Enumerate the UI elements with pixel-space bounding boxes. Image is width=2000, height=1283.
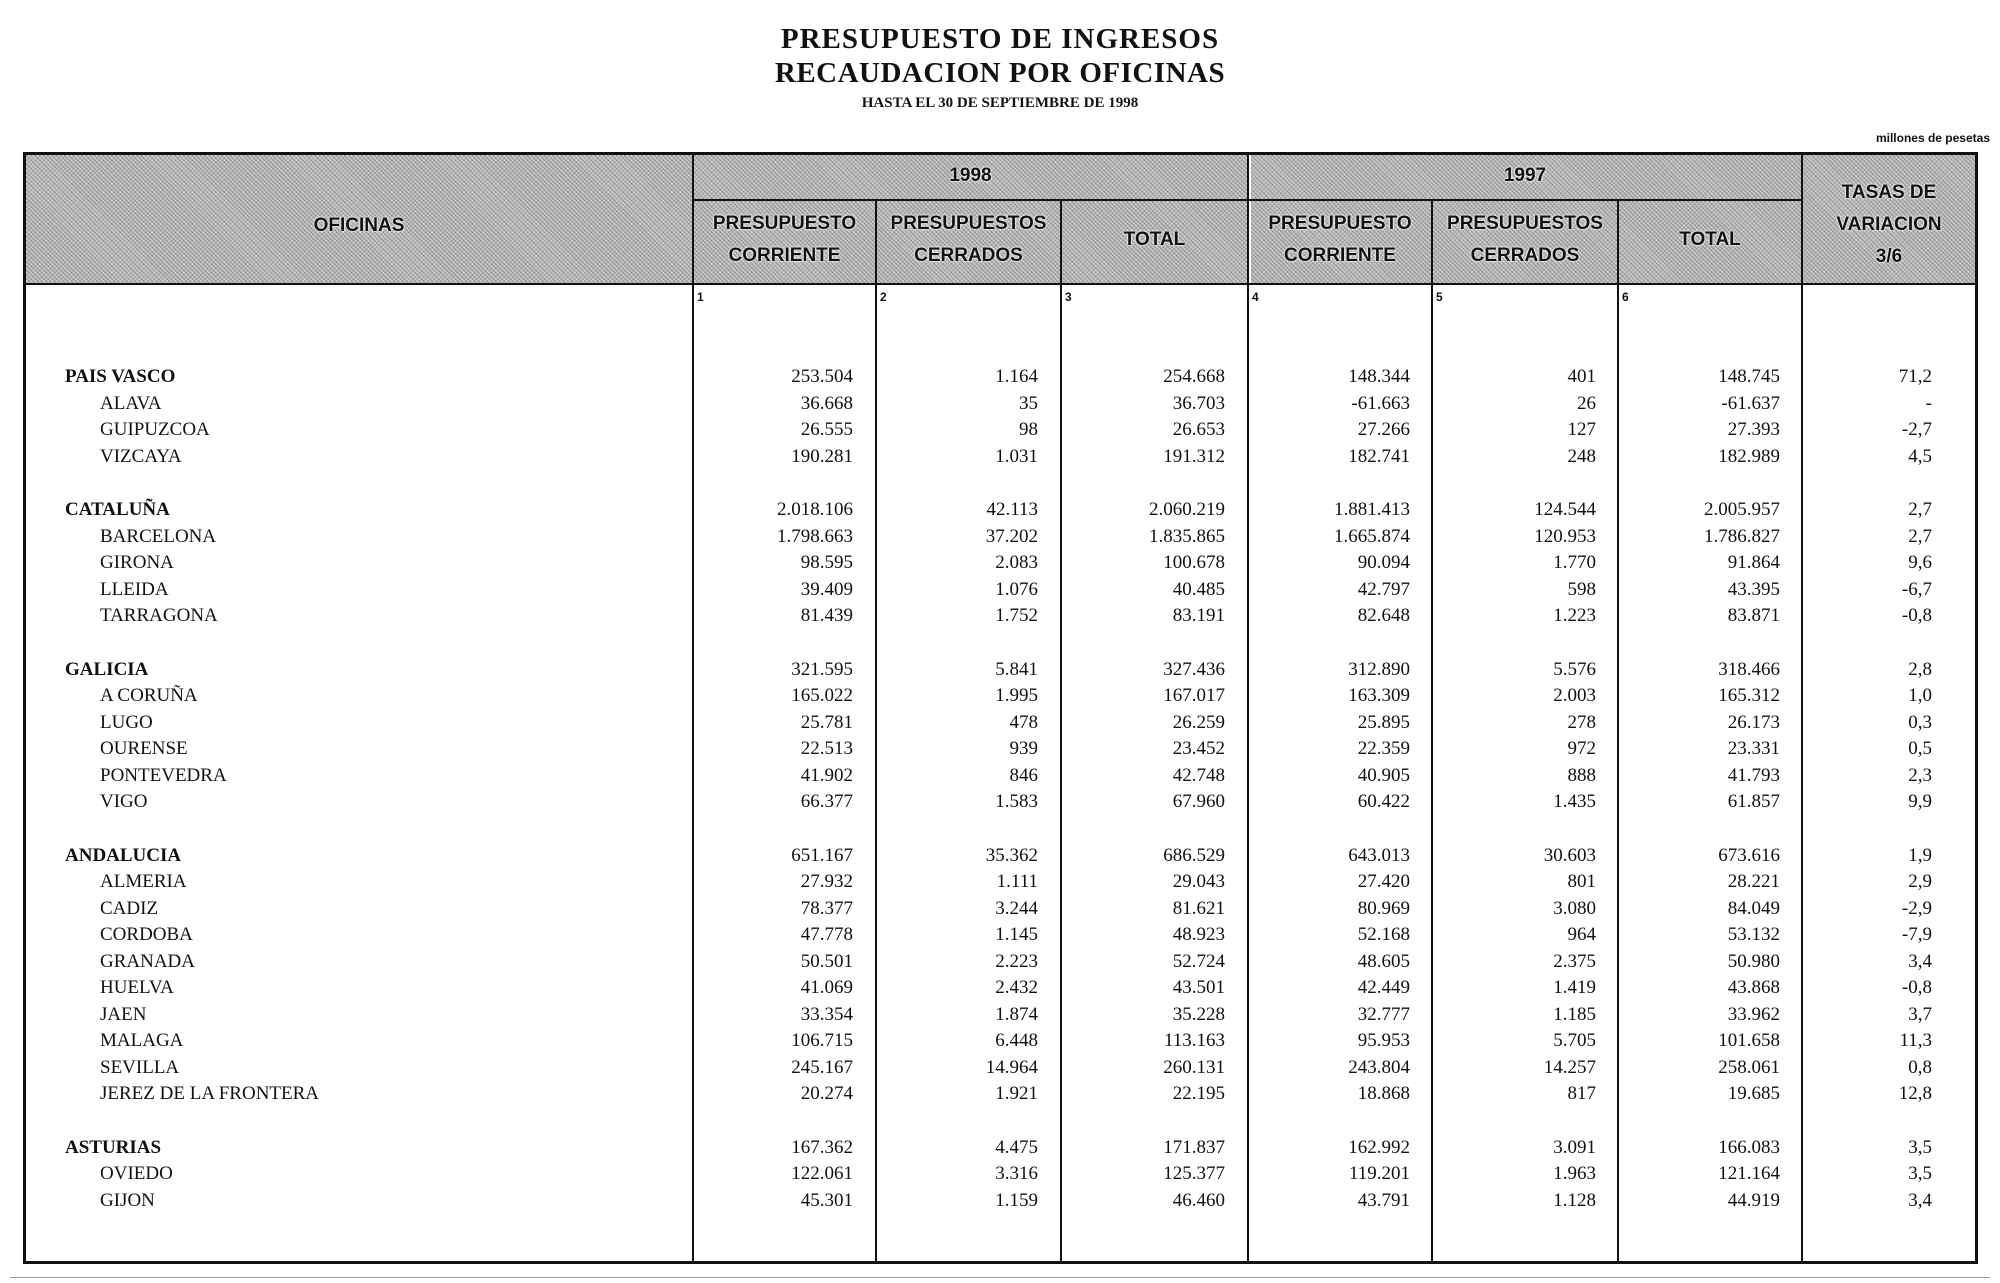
cell-col2: 1.145 [995,924,1038,945]
office-name: SEVILLA [100,1056,180,1078]
office-name: HUELVA [100,977,174,998]
cell-col4: 52.168 [1357,924,1410,945]
office-row [0,550,2000,576]
office-name: GUIPUZCOA [100,419,210,440]
cell-col2: 3.244 [995,897,1038,919]
cell-col1: 98.595 [800,552,853,573]
cell-col4: 42.797 [1357,578,1410,600]
header-col5 [1433,208,1617,272]
office-name: GIRONA [100,552,174,573]
cell-col3: 81.621 [1172,897,1225,919]
office-row [0,975,2000,1001]
cell-col2: 37.202 [985,525,1038,547]
cell-col5: 127 [1567,419,1596,440]
cell-col3: 260.131 [1163,1056,1225,1078]
cell-col4: 27.266 [1357,419,1410,440]
cell-col6: 121.164 [1718,1163,1780,1184]
header-col2 [877,208,1060,272]
cell-col7: - [1925,392,1932,414]
office-row [0,1002,2000,1028]
cell-col7: 4,5 [1908,445,1932,467]
cell-col1: 50.501 [800,950,853,972]
cell-col4: 22.359 [1357,738,1410,759]
cell-col4: 182.741 [1348,445,1410,467]
cell-col1: 47.778 [800,924,853,945]
cell-col6: 23.331 [1727,738,1780,759]
cell-col3: 26.259 [1172,711,1225,733]
office-name: ANDALUCIA [65,844,182,866]
region-row [0,497,2000,523]
cell-col2: 1.583 [995,791,1038,812]
cell-col4: 43.791 [1357,1189,1410,1211]
cell-col3: 191.312 [1163,445,1225,467]
cell-col2: 478 [1009,711,1038,733]
cell-col5: 888 [1567,764,1596,786]
cell-col4: 80.969 [1357,897,1410,919]
office-row [0,710,2000,736]
cell-col3: 167.017 [1163,685,1225,706]
cell-col6: 19.685 [1727,1083,1780,1104]
page-bottom-rule [10,1277,1990,1278]
cell-col6: 165.312 [1718,685,1780,706]
header-tasas-line2: VARIACION [1836,214,1942,235]
cell-col5: 817 [1567,1083,1596,1104]
cell-col1: 245.167 [791,1056,853,1078]
header-col4-line2: CORRIENTE [1284,245,1396,266]
cell-col2: 1.752 [995,605,1038,626]
date-caption: HASTA EL 30 DE SEPTIEMBRE DE 1998 [861,95,1139,111]
region-row [0,843,2000,869]
cell-col6: 182.989 [1718,445,1780,467]
office-row [0,789,2000,815]
column-number: 3 [1065,290,1072,304]
cell-col6: 318.466 [1718,658,1780,680]
cell-col7: -0,8 [1901,977,1932,998]
cell-col1: 41.069 [800,977,853,998]
office-row [0,1188,2000,1214]
cell-col2: 98 [1019,419,1038,440]
cell-col1: 165.022 [791,685,853,706]
cell-col4: 48.605 [1357,950,1410,972]
cell-col1: 2.018.106 [777,499,853,520]
column-number: 2 [880,290,887,304]
cell-col3: 43.501 [1172,977,1225,998]
office-row [0,577,2000,603]
office-name: LLEIDA [100,578,169,600]
cell-col7: 3,4 [1908,1189,1932,1211]
cell-col1: 81.439 [800,605,853,626]
cell-col7: -7,9 [1901,924,1932,945]
cell-col6: 1.786.827 [1704,525,1780,547]
cell-col7: 3,7 [1908,1003,1932,1025]
cell-col7: 71,2 [1898,366,1932,387]
region-row [0,1135,2000,1161]
cell-col2: 1.076 [995,578,1038,600]
cell-col3: 26.653 [1172,419,1225,440]
units-label: millones de pesetas [1875,131,1990,145]
cell-col7: 0,5 [1908,738,1932,759]
cell-col2: 35 [1019,392,1038,414]
year-divider-1998 [692,199,1249,201]
cell-col5: 401 [1567,366,1596,387]
office-name: ASTURIAS [65,1136,162,1158]
cell-col3: 22.195 [1172,1083,1225,1104]
cell-col2: 1.164 [995,366,1038,387]
cell-col3: 46.460 [1172,1189,1225,1211]
cell-col7: -2,9 [1901,897,1932,919]
office-row [0,1081,2000,1107]
cell-col1: 33.354 [800,1003,853,1025]
document-title: PRESUPUESTO DE INGRESOS [780,23,1220,55]
cell-col6: 33.962 [1727,1003,1780,1025]
cell-col5: 2.003 [1553,685,1596,706]
header-col2-line2: CERRADOS [914,245,1023,266]
cell-col1: 190.281 [791,445,853,467]
cell-col2: 1.159 [995,1189,1038,1211]
cell-col3: 67.960 [1172,791,1225,812]
office-name: LUGO [100,711,153,733]
cell-col6: 28.221 [1727,871,1780,892]
cell-col4: 90.094 [1357,552,1410,573]
office-name: CORDOBA [100,924,193,945]
cell-col1: 22.513 [800,738,853,759]
column-number: 5 [1436,290,1443,304]
cell-col2: 2.432 [995,977,1038,998]
header-col5-line1: PRESUPUESTOS [1447,213,1603,234]
header-col6: TOTAL [1679,229,1741,250]
cell-col4: 95.953 [1357,1030,1410,1051]
cell-col2: 42.113 [986,499,1038,520]
cell-col5: 1.770 [1553,552,1596,573]
cell-col7: -2,7 [1901,419,1932,440]
cell-col4: 25.895 [1357,711,1410,733]
office-name: VIZCAYA [100,445,182,467]
cell-col7: 0,8 [1908,1056,1932,1078]
cell-col6: 101.658 [1718,1030,1780,1051]
cell-col1: 20.274 [800,1083,853,1104]
region-row [0,364,2000,390]
cell-col1: 27.932 [800,871,853,892]
cell-col3: 23.452 [1172,738,1225,759]
cell-col4: 119.201 [1348,1163,1410,1184]
header-year-1997: 1997 [1503,165,1547,186]
cell-col4: 42.449 [1357,977,1410,998]
cell-col5: 1.963 [1553,1163,1596,1184]
document-subtitle: RECAUDACION POR OFICINAS [774,57,1226,89]
cell-col7: 1,9 [1908,844,1932,866]
cell-col7: 0,3 [1908,711,1932,733]
header-bottom-rule [23,283,1978,285]
cell-col7: 2,8 [1908,658,1932,680]
cell-col6: 148.745 [1718,366,1780,387]
office-row [0,391,2000,417]
office-row [0,1028,2000,1054]
cell-col6: 44.919 [1727,1189,1780,1211]
cell-col5: 972 [1567,738,1596,759]
office-name: PAIS VASCO [65,366,176,387]
cell-col5: 278 [1567,711,1596,733]
cell-col6: 53.132 [1727,924,1780,945]
cell-col6: 166.083 [1718,1136,1780,1158]
office-name: BARCELONA [100,525,217,547]
cell-col6: 43.868 [1727,977,1780,998]
cell-col4: 27.420 [1357,871,1410,892]
cell-col4: 162.992 [1348,1136,1410,1158]
cell-col6: 41.793 [1727,764,1780,786]
office-row [0,1055,2000,1081]
cell-col6: 258.061 [1718,1056,1780,1078]
cell-col5: 801 [1567,871,1596,892]
cell-col3: 29.043 [1172,871,1225,892]
office-row [0,869,2000,895]
cell-col5: 964 [1567,924,1596,945]
cell-col7: 9,6 [1908,552,1932,573]
cell-col3: 40.485 [1172,578,1225,600]
cell-col3: 113.163 [1163,1030,1225,1051]
office-name: OVIEDO [100,1163,173,1184]
cell-col7: 2,9 [1908,871,1932,892]
cell-col5: 30.603 [1543,844,1596,866]
cell-col6: 43.395 [1727,578,1780,600]
cell-col4: 1.665.874 [1334,525,1410,547]
header-tasas [1803,177,1975,273]
office-row [0,683,2000,709]
header-col4 [1249,208,1431,272]
cell-col2: 6.448 [995,1030,1038,1051]
title-block [0,22,2000,114]
cell-col7: 2,7 [1908,499,1932,520]
cell-col2: 5.841 [995,658,1038,680]
cell-col6: 2.005.957 [1704,499,1780,520]
office-row [0,1161,2000,1187]
office-row [0,896,2000,922]
cell-col4: 1.881.413 [1334,499,1410,520]
cell-col6: -61.637 [1721,392,1780,414]
cell-col2: 1.874 [995,1003,1038,1025]
header-oficinas: OFICINAS [313,215,405,236]
cell-col1: 36.668 [800,392,853,414]
cell-col5: 3.091 [1553,1136,1596,1158]
cell-col1: 26.555 [800,419,853,440]
cell-col1: 167.362 [791,1136,853,1158]
cell-col7: 3,4 [1908,950,1932,972]
cell-col2: 1.031 [995,445,1038,467]
cell-col3: 35.228 [1172,1003,1225,1025]
cell-col7: 12,8 [1898,1083,1932,1104]
cell-col5: 14.257 [1543,1056,1596,1078]
cell-col1: 45.301 [800,1189,853,1211]
cell-col4: 148.344 [1348,366,1410,387]
office-name: ALMERIA [100,871,187,892]
header-year-1998: 1998 [949,165,992,186]
office-name: VIGO [100,791,148,812]
header-tasas-line1: TASAS DE [1841,182,1937,203]
cell-col5: 598 [1567,578,1596,600]
office-row [0,922,2000,948]
cell-col5: 5.576 [1553,658,1596,680]
header-col1-line2: CORRIENTE [728,245,841,266]
cell-col5: 5.705 [1553,1030,1596,1051]
cell-col4: 243.804 [1348,1056,1410,1078]
cell-col3: 125.377 [1163,1163,1225,1184]
cell-col7: 9,9 [1908,791,1932,812]
cell-col2: 14.964 [985,1056,1038,1078]
cell-col5: 248 [1567,445,1596,467]
header-col1-line1: PRESUPUESTO [712,213,857,234]
cell-col2: 3.316 [995,1163,1038,1184]
cell-col7: 11,3 [1899,1030,1932,1051]
cell-col1: 1.798.663 [777,525,853,547]
cell-col5: 1.128 [1553,1189,1596,1211]
office-name: JAEN [100,1003,147,1025]
office-name: CATALUÑA [65,499,170,520]
office-row [0,417,2000,443]
cell-col3: 83.191 [1172,605,1225,626]
cell-col5: 26 [1577,392,1596,414]
cell-col3: 1.835.865 [1149,525,1225,547]
cell-col7: 2,3 [1908,764,1932,786]
cell-col4: 32.777 [1357,1003,1410,1025]
cell-col2: 2.083 [995,552,1038,573]
cell-col3: 2.060.219 [1149,499,1225,520]
cell-col5: 1.185 [1553,1003,1596,1025]
cell-col2: 846 [1009,764,1038,786]
cell-col4: 40.905 [1357,764,1410,786]
cell-col2: 2.223 [995,950,1038,972]
office-name: OURENSE [100,738,188,759]
cell-col4: 60.422 [1357,791,1410,812]
cell-col4: 312.890 [1348,658,1410,680]
office-row [0,603,2000,629]
office-name: MALAGA [100,1030,184,1051]
cell-col3: 254.668 [1163,366,1225,387]
cell-col5: 120.953 [1534,525,1596,547]
cell-col1: 321.595 [791,658,853,680]
header-col4-line1: PRESUPUESTO [1268,213,1412,234]
cell-col6: 84.049 [1727,897,1780,919]
office-name: TARRAGONA [100,605,218,626]
cell-col7: 3,5 [1908,1163,1932,1184]
office-name: GRANADA [100,950,195,972]
cell-col7: -0,8 [1901,605,1932,626]
office-name: ALAVA [100,392,162,414]
cell-col5: 3.080 [1553,897,1596,919]
header-col2-line1: PRESUPUESTOS [890,213,1047,234]
office-name: GIJON [100,1189,155,1211]
header-col1 [694,208,875,272]
office-row [0,444,2000,470]
office-name: CADIZ [100,897,159,919]
header-tasas-line3: 3/6 [1875,246,1903,267]
office-row [0,949,2000,975]
office-row [0,763,2000,789]
cell-col5: 2.375 [1553,950,1596,972]
cell-col5: 124.544 [1534,499,1596,520]
cell-col7: 1,0 [1908,685,1932,706]
cell-col7: -6,7 [1901,578,1932,600]
cell-col3: 52.724 [1172,950,1225,972]
column-number: 1 [697,290,704,304]
cell-col6: 26.173 [1727,711,1780,733]
cell-col1: 122.061 [791,1163,853,1184]
cell-col4: 18.868 [1357,1083,1410,1104]
cell-col4: -61.663 [1351,392,1410,414]
cell-col2: 939 [1009,738,1038,759]
cell-col2: 35.362 [985,844,1038,866]
office-name: PONTEVEDRA [100,764,227,786]
office-name: A CORUÑA [100,685,198,706]
cell-col2: 4.475 [995,1136,1038,1158]
cell-col3: 48.923 [1172,924,1225,945]
cell-col1: 253.504 [791,366,853,387]
cell-col2: 1.921 [995,1083,1038,1104]
office-name: JEREZ DE LA FRONTERA [100,1083,320,1104]
column-number: 6 [1622,290,1629,304]
cell-col5: 1.419 [1553,977,1596,998]
cell-col6: 27.393 [1727,419,1780,440]
cell-col6: 61.857 [1727,791,1780,812]
cell-col1: 25.781 [800,711,853,733]
cell-col5: 1.223 [1553,605,1596,626]
office-row [0,736,2000,762]
cell-col3: 171.837 [1163,1136,1225,1158]
region-row [0,657,2000,683]
header-col5-line2: CERRADOS [1470,245,1580,266]
cell-col2: 1.995 [995,685,1038,706]
cell-col1: 651.167 [791,844,853,866]
year-divider-1997 [1249,199,1803,201]
cell-col7: 3,5 [1908,1136,1932,1158]
cell-col1: 106.715 [791,1030,853,1051]
cell-col6: 83.871 [1727,605,1780,626]
cell-col3: 686.529 [1163,844,1225,866]
cell-col6: 673.616 [1718,844,1780,866]
cell-col1: 78.377 [800,897,853,919]
cell-col4: 643.013 [1348,844,1410,866]
cell-col7: 2,7 [1908,525,1932,547]
column-number: 4 [1252,290,1259,304]
cell-col4: 163.309 [1348,685,1410,706]
cell-col6: 91.864 [1727,552,1780,573]
cell-col3: 36.703 [1172,392,1225,414]
cell-col5: 1.435 [1553,791,1596,812]
cell-col2: 1.111 [996,871,1038,892]
cell-col6: 50.980 [1727,950,1780,972]
header-col3: TOTAL [1123,229,1186,250]
office-name: GALICIA [65,658,149,680]
cell-col1: 66.377 [800,791,853,812]
cell-col1: 39.409 [800,578,853,600]
cell-col3: 327.436 [1163,658,1225,680]
cell-col1: 41.902 [800,764,853,786]
cell-col3: 42.748 [1172,764,1225,786]
cell-col4: 82.648 [1357,605,1410,626]
office-row [0,524,2000,550]
cell-col3: 100.678 [1163,552,1225,573]
